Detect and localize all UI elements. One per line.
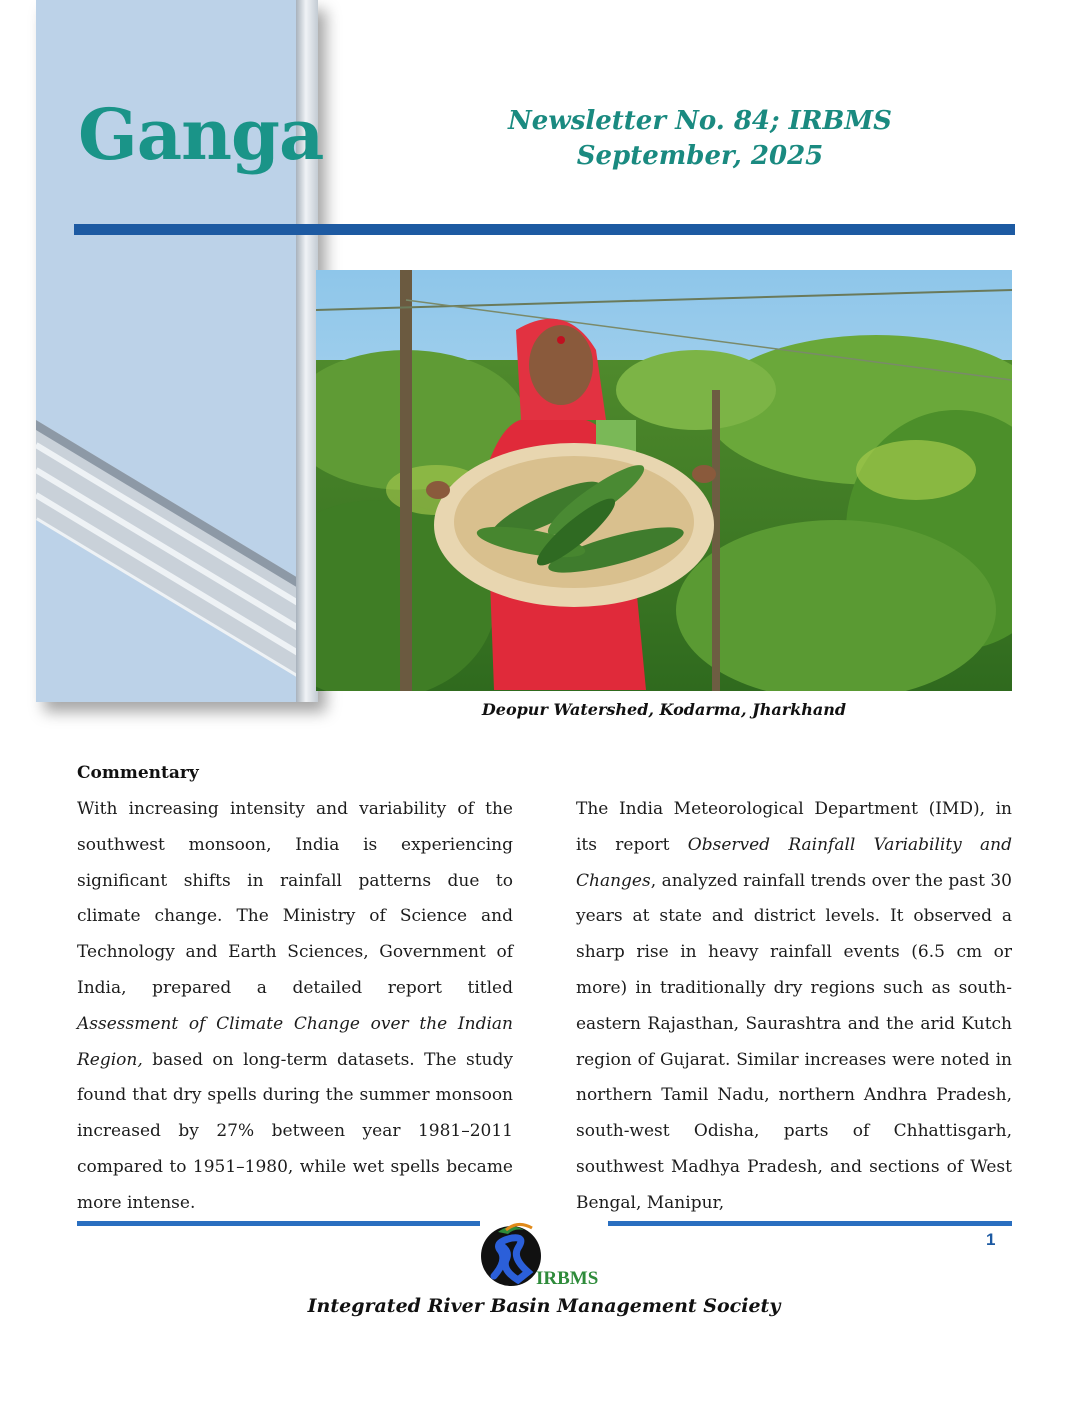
issue-info — [480, 104, 920, 174]
logo-wordmark: IRBMS — [536, 1268, 599, 1289]
body-text: based on long-term datasets. The study found that dry spells during the summer monsoon increased by 27% between year 1981–2011 compared to 1951–1980, while wet spells became more intense. — [77, 1049, 513, 1213]
article-column-right — [576, 792, 1012, 1222]
photo-caption: Deopur Watershed, Kodarma, Jharkhand — [481, 700, 847, 719]
section-heading: Commentary — [77, 763, 199, 783]
cover-photo — [316, 270, 1012, 691]
issue-number: Newsletter No. 84; IRBMS — [508, 106, 892, 136]
body-text: The India Meteorological Department (IMD), in its report — [576, 799, 1012, 855]
body-text: With increasing intensity and variability of the southwest monsoon, India is experiencing significant shifts in rainfall patterns due to climate change. The Ministry of Science and Technology and Earth Sciences, Government of India, prepared a detailed report titled — [77, 799, 513, 998]
page-number: 1 — [986, 1230, 996, 1249]
body-text: , analyzed rainfall trends over the past 30 years at state and district levels. It observed a sharp rise in heavy rainfall events (6.5 cm or more) in traditionally dry regions such as south-eastern Rajasthan, Saurashtra and the arid Kutch region of Gujarat. Similar increases were noted in northern Tamil Nadu, northern Andhra Pradesh, south-west Odisha, parts of Chhattisgarh, southwest Madhya Pradesh, and sections of West Bengal, Manipur, — [576, 870, 1012, 1213]
irbms-logo-icon — [478, 1220, 544, 1286]
organization-name: Integrated River Basin Management Society — [307, 1295, 781, 1317]
footer-divider-right — [608, 1221, 1012, 1226]
newsletter-title: Ganga — [78, 93, 324, 176]
article-column-left — [77, 792, 513, 1222]
report-title-text: Observed Rainfall Variability and Changes — [576, 834, 1012, 891]
footer-divider-left — [77, 1221, 480, 1226]
issue-date: September, 2025 — [576, 141, 824, 171]
report-title-text: Assessment of Climate Change over the Indian Region, — [77, 1013, 513, 1070]
header-divider — [74, 224, 1015, 235]
